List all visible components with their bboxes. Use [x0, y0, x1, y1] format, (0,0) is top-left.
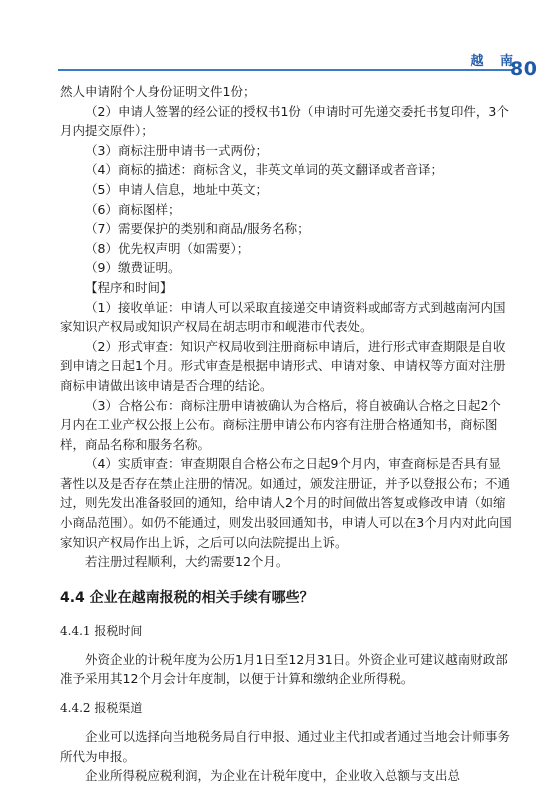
subsection-label: 【程序和时间】: [85, 279, 173, 295]
list-item: （3）合格公布：商标注册申请被确认为合格后，将自被确认合格之日起2个月内在工业产权公报上公布。商标注册申请公布内容有注册合格通知书，商标图样，商品名称和服务名称。: [60, 397, 501, 452]
paragraph: 若注册过程顺利，大约需要12个月。: [85, 554, 289, 570]
list-item: （2）形式审查：知识产权局收到注册商标申请后，进行形式审查期限是自收到申请之日起1个月。形式审查是根据申请形式、申请对象、申请权等方面对注册商标申请做出该申请是否合理的结论。: [60, 338, 506, 393]
section-heading: 4.4 企业在越南报税的相关手续有哪些？: [60, 589, 314, 606]
list-item: （4）实质审查：审查期限自合格公布之日起9个月内，审查商标是否具有显著性以及是否存在禁止注册的情况。如通过，颁发注册证，并予以登报公布；不通过，则先发出准备驳回的通知，给申请人2个月的时间做出答复或修改申请（如缩小商品范围）。如仍不能通过，则发出驳回通知书，申请人可以在3个月内对此向国家知识产权局作出上诉，之后可以向法院提出上诉。: [60, 456, 512, 550]
header-chapter-label: 越 南: [470, 54, 519, 69]
list-item: （4）商标的描述：商标含义，非英文单词的英文翻译或者音译；: [85, 162, 443, 178]
list-item: （8）优先权声明（如需要）；: [85, 240, 250, 256]
list-item: （1）接收单证：申请人可以采取直接递交申请资料或邮寄方式到越南河内国家知识产权局或知识产权局在胡志明市和岘港市代表处。: [60, 299, 506, 335]
paragraph: 外资企业的计税年度为公历1月1日至12月31日。外资企业可建议越南财政部准予采用其12个月会计年度制，以便于计算和缴纳企业所得税。: [60, 651, 508, 687]
paragraph: 然人申请附个人身份证明文件1份；: [60, 84, 256, 99]
list-item: （3）商标注册申请书一式两份；: [85, 142, 268, 158]
list-item: （7）需要保护的类别和商品/服务名称；: [85, 221, 310, 237]
page-body: [60, 82, 513, 786]
subsection-heading: 4.4.1 报税时间: [60, 623, 143, 638]
list-item: （2）申请人签署的经公证的授权书1份（申请时可先递交委托书复印件，3个月内提交原件）；: [60, 103, 509, 139]
page-number: 80: [510, 58, 538, 80]
paragraph: 企业所得税应税利润，为企业在计税年度中，企业收入总额与支出总: [85, 768, 461, 784]
subsection-heading: 4.4.2 报税渠道: [60, 701, 143, 716]
paragraph: 企业可以选择向当地税务局自行申报、通过业主代扣或者通过当地会计师事务所代为申报。: [60, 729, 511, 764]
list-item: （5）申请人信息，地址中英文；: [85, 181, 268, 197]
list-item: （9）缴费证明。: [85, 260, 181, 276]
list-item: （6）商标图样；: [85, 201, 181, 217]
header-rule: [58, 69, 512, 71]
